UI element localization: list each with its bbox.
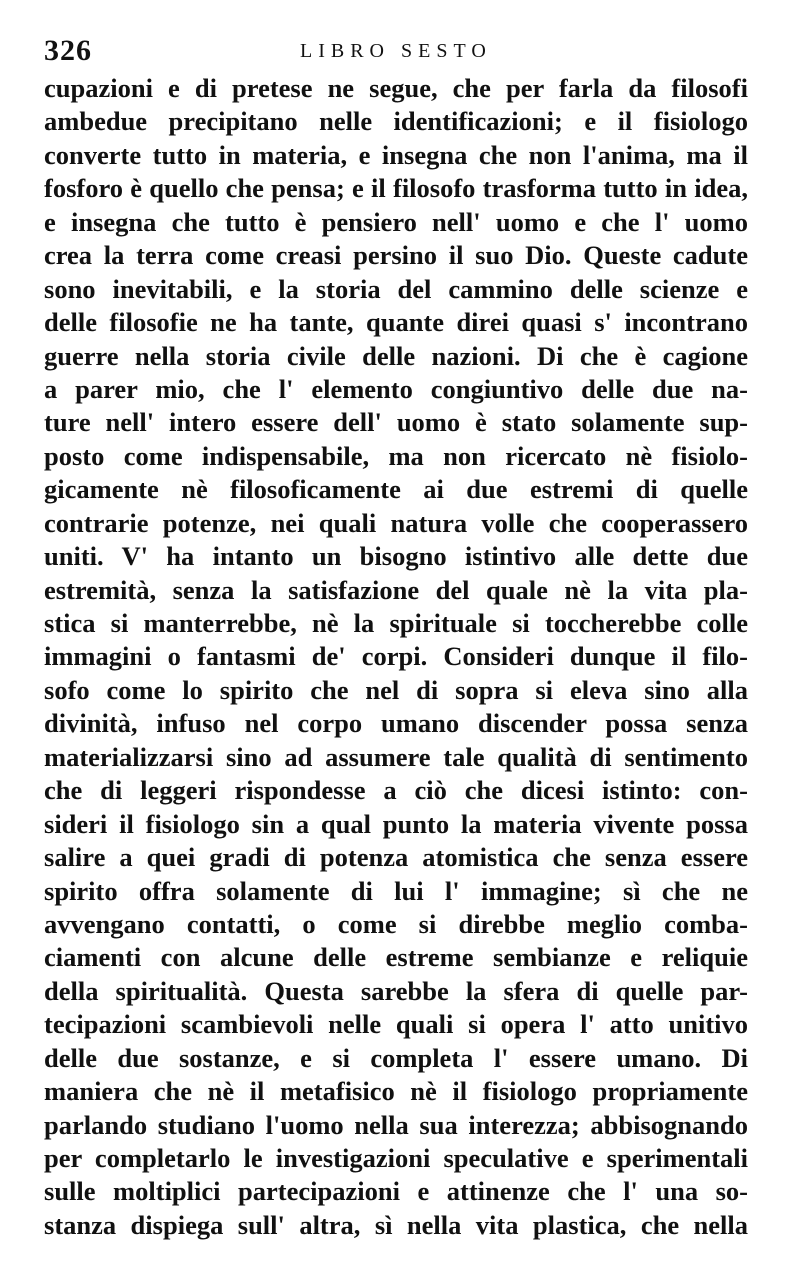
body-text [44,72,748,1242]
text-line: converte tutto in materia, e insegna che non l'anima, ma il [44,139,748,170]
text-line: estremità, senza la satisfazione del quale nè la vita pla- [44,574,748,605]
text-line: ambedue precipitano nelle identificazioni; e il fisiologo [44,106,748,137]
text-line: sono inevitabili, e la storia del cammino delle scienze e [44,273,748,304]
text-line: fosforo è quello che pensa; e il filosofo trasforma tutto in idea, [44,173,748,204]
text-line: e insegna che tutto è pensiero nell' uomo e che l' uomo [44,206,748,237]
text-line: spirito offra solamente di lui l' immagine; sì che ne [44,875,748,906]
text-line: posto come indispensabile, ma non ricercato nè fisiolo- [44,440,748,471]
text-line: della spiritualità. Questa sarebbe la sfera di quelle par- [44,975,748,1006]
text-line: guerre nella storia civile delle nazioni. Di che è cagione [44,340,748,371]
text-line: sideri il fisiologo sin a qual punto la materia vivente possa [44,808,748,839]
text-line: a parer mio, che l' elemento congiuntivo delle due na- [44,373,748,404]
text-line: maniera che nè il metafisico nè il fisiologo propriamente [44,1076,748,1107]
text-line: delle due sostanze, e si completa l' essere umano. Di [44,1042,748,1073]
text-line: sofo come lo spirito che nel di sopra si eleva sino alla [44,674,748,705]
page-number: 326 [44,34,92,67]
text-line: avvengano contatti, o come si direbbe meglio comba- [44,908,748,939]
text-line: per completarlo le investigazioni speculative e sperimentali [44,1143,748,1173]
text-line: sulle moltiplici partecipazioni e attinenze che l' una so- [44,1176,748,1207]
text-line: salire a quei gradi di potenza atomistica che senza essere [44,842,748,873]
text-line: stanza dispiega sull' altra, sì nella vita plastica, che nella [44,1209,748,1240]
text-line: tecipazioni scambievoli nelle quali si opera l' atto unitivo [44,1009,748,1040]
text-line: parlando studiano l'uomo nella sua interezza; abbisognando [44,1109,748,1140]
text-line: cupazioni e di pretese ne segue, che per farla da filosofi [44,73,748,103]
text-line: gicamente nè filosoficamente ai due estremi di quelle [44,474,748,505]
text-line: divinità, infuso nel corpo umano discender possa senza [44,708,748,739]
text-line: stica si manterrebbe, nè la spirituale si toccherebbe colle [44,608,748,638]
text-line: che di leggeri rispondesse a ciò che dicesi istinto: con- [44,775,748,806]
page-header [44,34,744,74]
text-line: ture nell' intero essere dell' uomo è stato solamente sup- [44,407,748,438]
text-line: delle filosofie ne ha tante, quante direi quasi s' incontrano [44,307,748,338]
text-line: ciamenti con alcune delle estreme sembianze e reliquie [44,942,748,973]
text-line: materializzarsi sino ad assumere tale qualità di sentimento [44,741,748,772]
text-line: immagini o fantasmi de' corpi. Consideri dunque il filo- [44,641,748,672]
text-line: uniti. V' ha intanto un bisogno istintivo alle dette due [44,541,748,572]
running-head: LIBRO SESTO [300,40,492,62]
text-line: contrarie potenze, nei quali natura volle che cooperassero [44,507,748,538]
text-line: crea la terra come creasi persino il suo Dio. Queste cadute [44,240,748,271]
